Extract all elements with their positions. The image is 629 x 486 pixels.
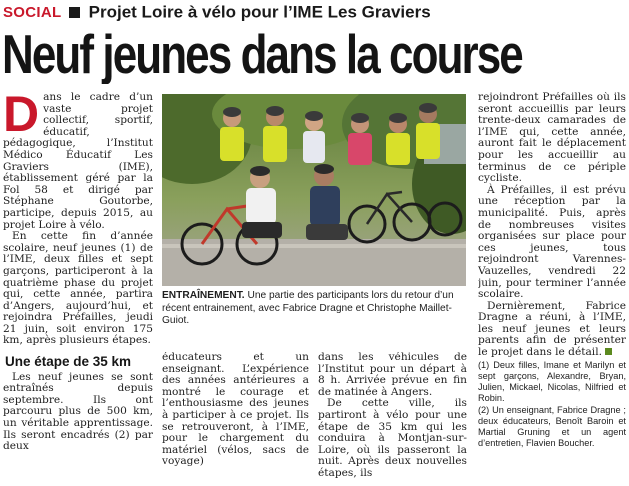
lead-paragraph — [3, 92, 153, 231]
intertitle: Une étape de 35 km — [5, 354, 132, 370]
text-column-1 — [3, 92, 153, 484]
article-headline: Neuf jeunes dans la course — [2, 24, 522, 84]
caption-label: ENTRAÎNEMENT. — [162, 290, 245, 301]
paragraph: dans les véhicules de l’Institut pour un départ à 8 h. Arrivée prévue en fin de matinée à Angers. — [318, 352, 467, 398]
drop-cap: D — [3, 92, 40, 142]
footnote-1: (1) Deux filles, Imane et Marilyn et sept garçons, Alexandre, Bryan, Julien, Mickael, Nicolas, Nilfried et Robin. — [478, 359, 626, 403]
article-subtitle: Projet Loire à vélo pour l’IME Les Graviers — [88, 2, 431, 22]
section-label: SOCIAL — [3, 4, 62, 21]
caption-text: Une partie des participants lors du retour d’un récent entrainement, avec Fabrice Dragne et Christophe Maillet-Guiot. — [162, 290, 454, 327]
article-photo — [162, 94, 466, 286]
end-mark-icon — [605, 348, 612, 355]
paragraph: De cette ville, ils partiront à vélo pour une étape de 35 km qui les conduira à Montjan-sur-Loire, où ils passeront la nuit. Après deux nouvelles étapes, ils — [318, 397, 467, 479]
cyclists-photo-illustration — [162, 94, 466, 286]
kicker-square-icon — [69, 7, 80, 18]
paragraph: éducateurs et un enseignant. L’expérience des années antérieures a montré le courage et l’enthousiasme des jeunes à participer à ce projet. Ils se retrouveront, à l’IME, pour le chargement du matériel (vélos, sacs de voyage) — [162, 352, 309, 468]
footnote-2: (2) Un enseignant, Fabrice Dragne ; deux éducateurs, Benoît Baroin et Martial Gruning et un agent d’entretien, Flavien Boucher. — [478, 404, 626, 448]
text-column-4 — [478, 92, 626, 484]
text-column-3 — [318, 352, 467, 484]
paragraph: rejoindront Préfailles où ils seront accueillis par leurs trente-deux camarades de l’IME qui, cette année, auront fait le déplacement pour les accueillir au terminus de ce périple cycliste. — [478, 92, 626, 185]
text-column-2 — [162, 352, 309, 484]
photo-caption — [162, 290, 466, 328]
paragraph: À Préfailles, il est prévu une réception par la municipalité. Puis, après de nombreuses visites organisées sur place pour ces jeunes, tous rejoindront Varennes-Vauzelles, vendredi 22 juin, pour terminer l’année scolaire. — [478, 183, 626, 301]
paragraph: Les neuf jeunes se sont entraînés depuis septembre. Ils ont parcouru plus de 500 km, un véritable apprentissage. Ils seront encadrés (2) par deux — [3, 370, 153, 453]
closing-text: Dernièrement, Fabrice Dragne a réuni, à l’IME, les neuf jeunes et leurs parents afin de présenter le projet dans le détail. — [478, 299, 626, 359]
lead-text: ans le cadre d’un vaste projet collectif, sportif, éducatif, pédagogique, l’Institut Médico Éducatif Les Graviers (IME), établissement géré par la Fol 58 et dirigé par Stéphane Goutorbe, participe, depuis 2015, au projet Loire à vélo. — [3, 92, 153, 231]
closing-paragraph — [478, 301, 626, 359]
paragraph: En cette fin d’année scolaire, neuf jeunes (1) de l’IME, deux filles et sept garçons, participeront à la quatrième phase du projet qui, cette année, partira d’Angers, aujourd’hui, et rejoindra Préfailles, jeudi 21 juin, soit environ 175 km, après plusieurs étapes. — [3, 230, 153, 347]
